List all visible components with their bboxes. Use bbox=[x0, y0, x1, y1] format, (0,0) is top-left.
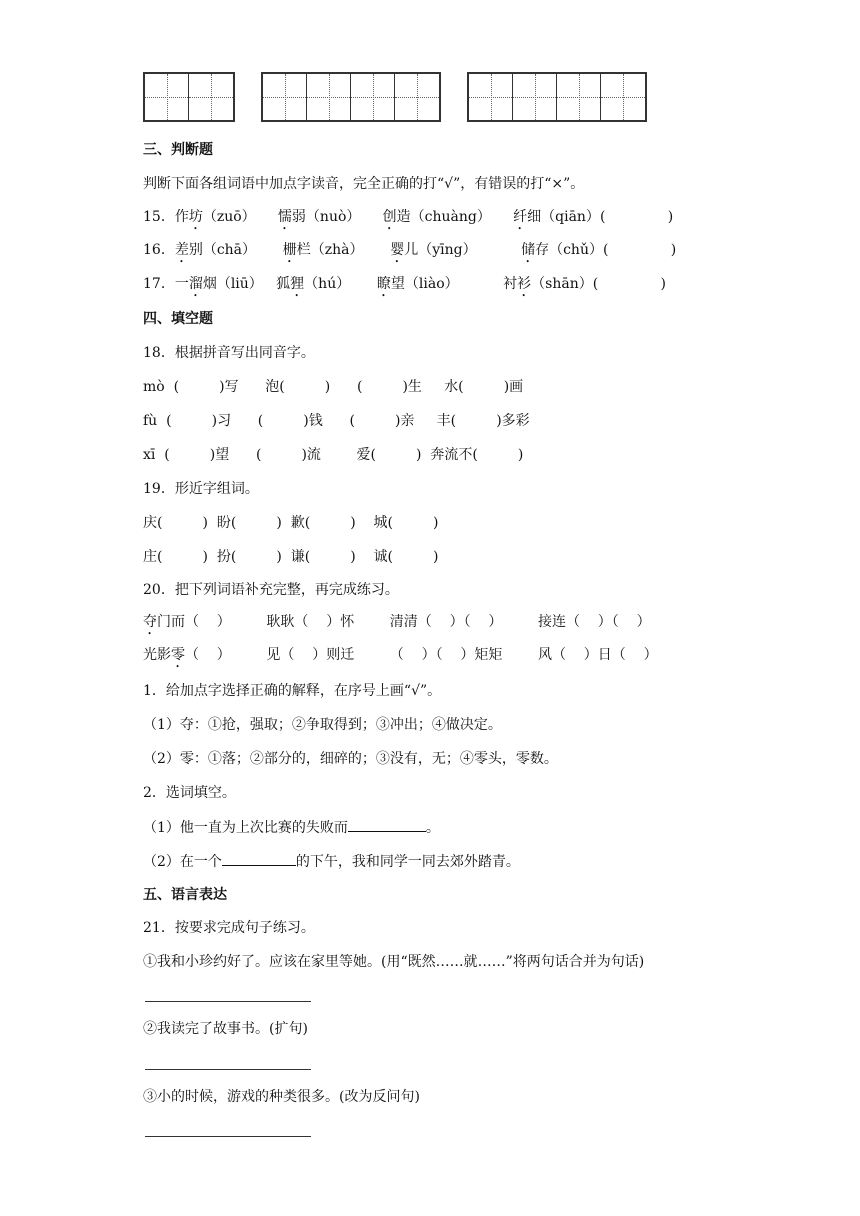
idiom-row-1[interactable]: 夺门而（ ） 耿耿（ ）怀 清清（ ）（ ） 接连（ ）（ ） bbox=[143, 614, 651, 630]
idiom-row-2[interactable]: 光影零（ ） 见（ ）则迁 （ ）（ ）矩矩 风（ ）日（ ） bbox=[143, 647, 658, 663]
writing-grid-group-2[interactable] bbox=[261, 72, 441, 122]
question-18: 18．根据拼音写出同音字。 bbox=[143, 345, 315, 361]
similar-char-row-2[interactable]: 庄( ) 扮( ) 谦( ) 诚( ) bbox=[143, 549, 439, 565]
homophone-row-fu[interactable]: fù ( )习 ( )钱 ( )亲 丰( )多彩 bbox=[143, 413, 530, 429]
answer-paren-17[interactable]: ( ) bbox=[592, 276, 666, 292]
subquestion-2: 2．选词填空。 bbox=[143, 785, 236, 801]
answer-paren-15[interactable]: ( ) bbox=[599, 209, 674, 225]
answer-line-3[interactable] bbox=[145, 1136, 311, 1137]
answer-blank-1[interactable] bbox=[348, 817, 426, 832]
section-title-fill-in: 四、填空题 bbox=[143, 311, 213, 327]
definition-duo[interactable]: （1）夺：①抢，强取；②争取得到；③冲出；④做决定。 bbox=[143, 717, 502, 733]
section-title-judgement: 三、判断题 bbox=[143, 142, 213, 158]
subquestion-1: 1．给加点字选择正确的解释，在序号上画“√”。 bbox=[143, 683, 442, 699]
answer-line-2[interactable] bbox=[145, 1069, 311, 1070]
answer-blank-2[interactable] bbox=[222, 851, 296, 866]
homophone-row-mo[interactable]: mò ( )写 泡( ) ( )生 水( )画 bbox=[143, 379, 524, 395]
word-choice-1: （1）他一直为上次比赛的失败而 。 bbox=[143, 817, 440, 838]
word-choice-2: （2）在一个 的下午，我和同学一同去郊外踏青。 bbox=[143, 851, 520, 872]
sentence-task-1: ①我和小珍约好了。应该在家里等她。(用“既然……就……”将两句话合并为句话) bbox=[143, 954, 645, 970]
similar-char-row-1[interactable]: 庆( ) 盼( ) 歉( ) 城( ) bbox=[143, 515, 439, 531]
section-title-expression: 五、语言表达 bbox=[143, 887, 227, 903]
sentence-task-2: ②我读完了故事书。(扩句) bbox=[143, 1021, 308, 1037]
judgement-instruction: 判断下面各组词语中加点字读音，完全正确的打“√”，有错误的打“×”。 bbox=[143, 176, 585, 192]
question-20: 20．把下列词语补充完整，再完成练习。 bbox=[143, 582, 399, 598]
sentence-task-3: ③小的时候，游戏的种类很多。(改为反问句) bbox=[143, 1089, 420, 1105]
writing-grid-group-3[interactable] bbox=[467, 72, 647, 122]
question-19: 19．形近字组词。 bbox=[143, 481, 259, 497]
homophone-row-xi[interactable]: xī ( )望 ( )流 爱( ) 奔流不( ) bbox=[143, 447, 524, 463]
question-21: 21．按要求完成句子练习。 bbox=[143, 920, 315, 936]
answer-line-1[interactable] bbox=[145, 1001, 311, 1002]
writing-grid-group-1[interactable] bbox=[143, 72, 235, 122]
question-15: 15．作坊（zuō） 懦弱（nuò） 创造（chuàng） 纤细（qiān）( ) bbox=[143, 209, 674, 225]
question-17: 17．一溜烟（liū） 狐狸（hú） 瞭望（liào） 衬衫（shān）( ) bbox=[143, 276, 666, 292]
writing-grid bbox=[143, 72, 663, 122]
answer-paren-16[interactable]: ( ) bbox=[602, 242, 677, 258]
question-16: 16．差别（chā） 栅栏（zhà） 婴儿（yīng） 储存（chǔ）( ) bbox=[143, 242, 677, 258]
definition-ling[interactable]: （2）零：①落；②部分的，细碎的；③没有，无；④零头，零数。 bbox=[143, 751, 558, 767]
